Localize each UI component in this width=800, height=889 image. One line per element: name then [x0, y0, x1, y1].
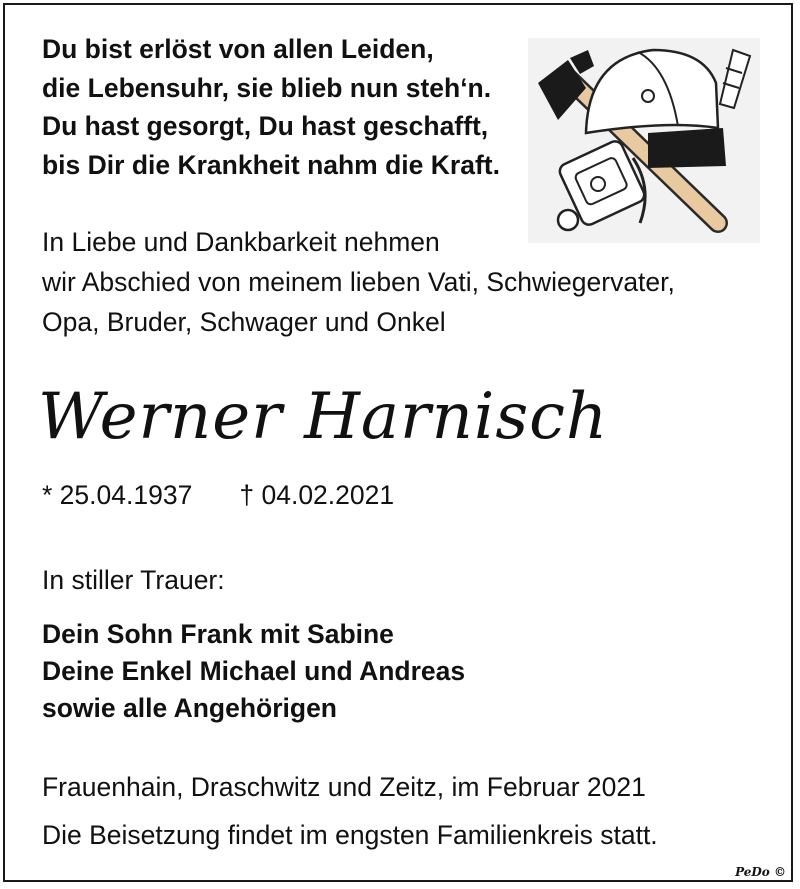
- firefighter-emblem-icon: [528, 38, 760, 243]
- poem-line: Du hast gesorgt, Du hast geschafft,: [42, 111, 489, 141]
- place-date: Frauenhain, Draschwitz und Zeitz, im Februar 2021: [42, 772, 646, 802]
- burial-note: Die Beisetzung findet im engsten Familienkreis statt.: [42, 820, 658, 850]
- family-line: Deine Enkel Michael und Andreas: [42, 656, 466, 686]
- family-line: Dein Sohn Frank mit Sabine: [42, 619, 394, 649]
- family-line: sowie alle Angehörigen: [42, 693, 337, 723]
- deceased-name: Werner Harnisch: [38, 380, 609, 454]
- intro-text: [42, 222, 675, 342]
- intro-line: wir Abschied von meinem lieben Vati, Schwiegervater,: [42, 267, 675, 297]
- intro-line: Opa, Bruder, Schwager und Onkel: [42, 307, 446, 337]
- designer-signature: PeDo ©: [735, 865, 786, 879]
- family-list: [42, 616, 465, 727]
- birth-date: * 25.04.1937: [42, 480, 193, 510]
- poem-line: die Lebensuhr, sie blieb nun steh‘n.: [42, 72, 492, 103]
- mourning-heading: In stiller Trauer:: [42, 565, 225, 595]
- poem: [42, 30, 500, 184]
- death-date: † 04.02.2021: [239, 480, 395, 510]
- intro-line: In Liebe und Dankbarkeit nehmen: [42, 227, 440, 257]
- life-dates: [42, 480, 394, 511]
- poem-line: Du bist erlöst von allen Leiden,: [42, 34, 434, 64]
- poem-line: bis Dir die Krankheit nahm die Kraft.: [42, 149, 500, 180]
